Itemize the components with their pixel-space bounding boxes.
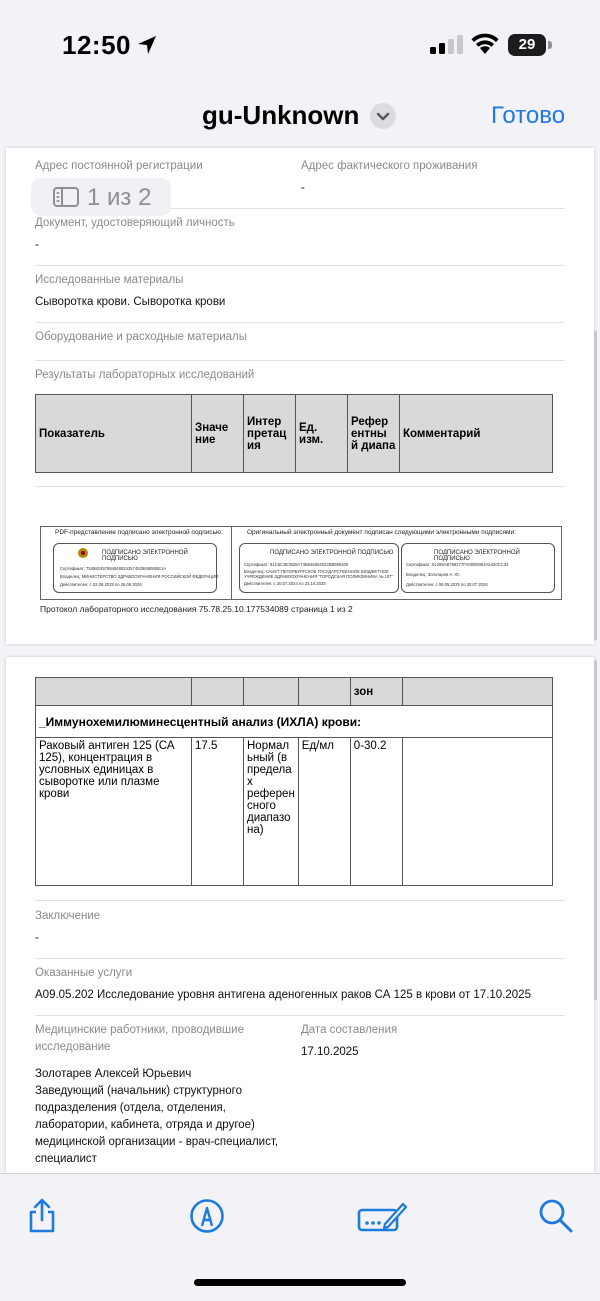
worker-position: специалист	[35, 1153, 97, 1165]
stamp-line: Действителен: с 02.06.2025 по 26.06.2026	[60, 582, 142, 587]
sig-right-header: Оригинальный электронный документ подписан следующими электронными подписями:	[247, 529, 516, 536]
title-menu-button[interactable]	[370, 103, 396, 129]
document-page-1[interactable]	[6, 148, 594, 644]
wifi-icon	[470, 32, 500, 56]
date-label: Дата составления	[301, 1024, 398, 1036]
worker-position: лаборатории, кабинета, отряда и другое)	[35, 1119, 255, 1131]
col-indicator: Показатель	[36, 395, 192, 473]
signature-block	[40, 526, 562, 600]
conclusion-value: -	[35, 932, 39, 944]
search-icon[interactable]	[538, 1198, 574, 1234]
row-unit: Ед/мл	[298, 738, 350, 886]
scrollbar[interactable]	[594, 660, 597, 1000]
stamp-line: Владелец: САНКТ-ПЕТЕРБУРГСКОЕ ГОСУДАРСТВЕННОЕ БЮДЖЕТНОЕ	[244, 569, 389, 574]
page-indicator[interactable]	[31, 178, 171, 216]
date-value: 17.10.2025	[301, 1046, 359, 1058]
col-interpretation: Интер претац ия	[244, 395, 296, 473]
protocol-footer: Протокол лабораторного исследования 75.78.25.10.177534089 страница 1 из 2	[40, 604, 353, 614]
battery-level: 29	[508, 34, 546, 56]
bottom-toolbar	[0, 1173, 600, 1301]
row-comment	[402, 738, 552, 886]
document-page-2[interactable]	[6, 657, 594, 1173]
stamp-title: ПОДПИСАНО ЭЛЕКТРОННОЙ ПОДПИСЬЮ	[434, 550, 520, 562]
results-label: Результаты лабораторных исследований	[35, 369, 255, 381]
document-title[interactable]: gu-Unknown	[202, 100, 360, 130]
sig-left-header: PDF-представление подписано электронной подписью:	[55, 529, 223, 536]
doc-label: Документ, удостоверяющий личность	[35, 217, 235, 229]
stamp-line: Сертификат: 61265AB758277FA000EB93A5420CC34	[406, 562, 509, 567]
sidebar-icon	[53, 187, 79, 207]
status-time: 12:50	[62, 30, 131, 60]
results-table	[35, 677, 553, 886]
results-table-header	[35, 394, 553, 473]
cellular-signal-icon	[430, 34, 466, 54]
worker-position: подразделения (отдела, отделения,	[35, 1102, 226, 1114]
worker-position: Заведующий (начальник) структурного	[35, 1085, 242, 1097]
worker-position: медицинской организации - врач-специалист,	[35, 1136, 279, 1148]
stamp-line: Сертификат: 7548824578848488242574529658565E1A	[60, 566, 167, 571]
stamp-line: Действителен: с 06.05.2025 по 30.07.2026	[406, 582, 488, 587]
col-reference: Рефер ентны й диапа	[348, 395, 400, 473]
row-indicator: Раковый антиген 125 (СА 125), концентрация в условных единицах в сыворотке или плазме крови	[36, 738, 192, 886]
divider	[35, 486, 565, 487]
signature-stamp-3	[401, 543, 555, 593]
battery-icon	[508, 34, 552, 56]
divider	[35, 1015, 565, 1016]
equipment-label: Оборудование и расходные материалы	[35, 331, 248, 343]
worker-name: Золотарев Алексей Юрьевич	[35, 1068, 192, 1080]
coat-of-arms-icon	[76, 546, 90, 560]
page-indicator-text: 1 из 2	[87, 184, 152, 211]
workers-label-2: исследование	[35, 1041, 111, 1053]
stamp-line: УЧРЕЖДЕНИЕ ЗДРАВООХРАНЕНИЯ "ГОРОДСКАЯ ПОЛИКЛИНИКА № 107"	[244, 574, 393, 579]
scrollbar[interactable]	[594, 330, 597, 640]
divider	[35, 265, 565, 266]
col-reference-tail: зон	[350, 678, 402, 706]
divider	[35, 900, 565, 901]
conclusion-label: Заключение	[35, 910, 101, 922]
stamp-title: ПОДПИСАНО ЭЛЕКТРОННОЙ ПОДПИСЬЮ	[102, 550, 188, 562]
chevron-down-icon	[370, 103, 396, 129]
home-indicator[interactable]	[194, 1279, 406, 1286]
row-value: 17.5	[192, 738, 244, 886]
col-unit: Ед. изм.	[296, 395, 348, 473]
status-bar	[0, 0, 600, 92]
reg-address-label: Адрес постоянной регистрации	[35, 160, 203, 172]
materials-value: Сыворотка крови. Сыворотка крови	[35, 296, 226, 308]
signature-stamp-1	[53, 543, 217, 593]
col-value: Значе ние	[192, 395, 244, 473]
table-row	[36, 738, 553, 886]
markup-icon[interactable]	[189, 1198, 225, 1234]
stamp-line: Владелец: МИНИСТЕРСТВО ЗДРАВООХРАНЕНИЯ РОССИЙСКОЙ ФЕДЕРАЦИИ	[60, 574, 219, 579]
stamp-line: Действителен: с 30.07.2024 по 23.10.2025	[244, 581, 326, 586]
fact-address-value: -	[301, 182, 305, 194]
location-arrow-icon	[136, 34, 158, 56]
materials-label: Исследованные материалы	[35, 274, 184, 286]
services-label: Оказанные услуги	[35, 967, 133, 979]
divider	[35, 322, 565, 323]
done-button[interactable]: Готово	[491, 102, 566, 129]
stamp-title: ПОДПИСАНО ЭЛЕКТРОННОЙ ПОДПИСЬЮ	[270, 550, 394, 556]
col-comment: Комментарий	[400, 395, 553, 473]
row-interpretation: Нормал ьный (в предела х референ сного диапазо на)	[244, 738, 299, 886]
divider	[35, 360, 565, 361]
fact-address-label: Адрес фактического проживания	[301, 160, 478, 172]
share-icon[interactable]	[24, 1198, 60, 1234]
doc-value: -	[35, 239, 39, 251]
divider	[35, 958, 565, 959]
section-title: _Иммунохемилюминесцентный анализ (ИХЛА) крови:	[36, 706, 553, 738]
stamp-line: Владелец: Золотарев А. Ю.	[406, 572, 460, 577]
workers-label: Медицинские работники, проводившие	[35, 1024, 244, 1036]
stamp-line: Сертификат: 91C5C3E3928A74B846584022BB895300	[244, 562, 349, 567]
signature-stamp-2	[239, 543, 399, 593]
services-value: A09.05.202 Исследование уровня антигена аденогенных раков СА 125 в крови от 17.10.2025	[35, 989, 531, 1001]
row-reference: 0-30.2	[350, 738, 402, 886]
nav-bar	[0, 92, 600, 148]
form-fill-icon[interactable]	[357, 1198, 407, 1234]
